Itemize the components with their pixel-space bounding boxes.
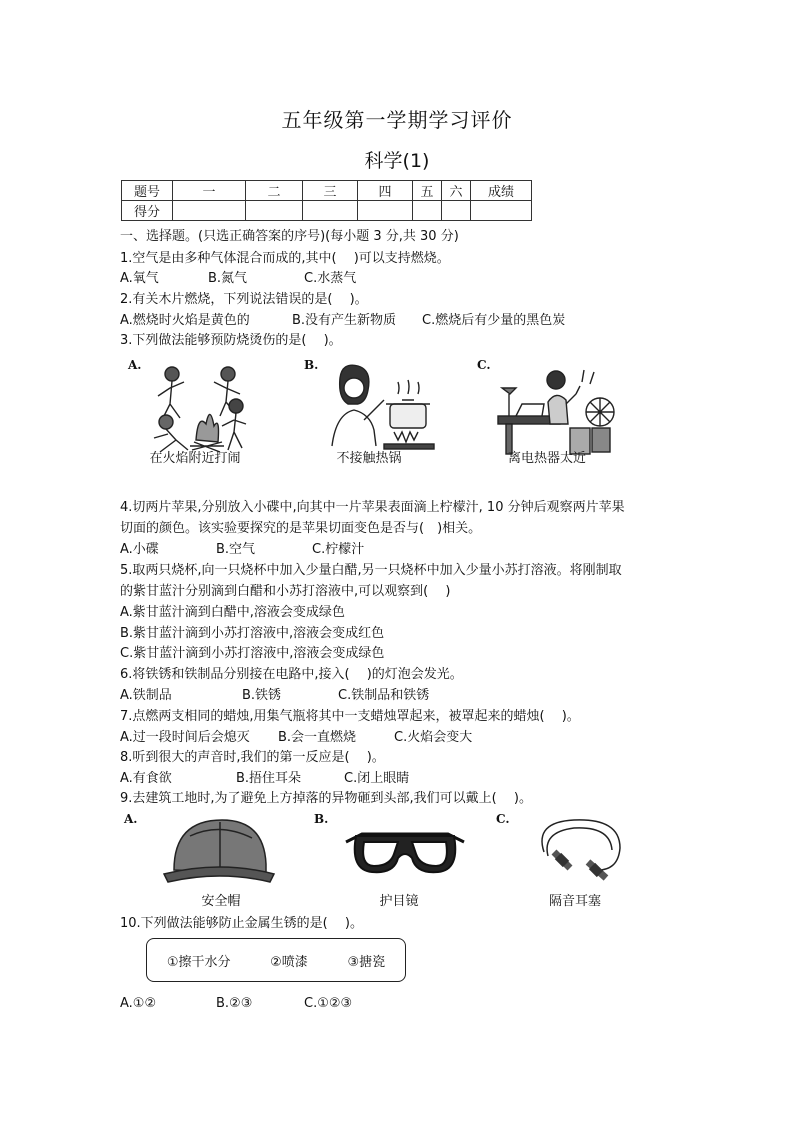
picture-letter-b: B.: [304, 358, 319, 372]
question-4-line-2: 切面的颜色。该实验要探究的是苹果切面变色是否与( )相关。: [120, 521, 482, 536]
children-playing-near-fire-illustration: [140, 360, 260, 460]
score-header-cell: 一: [173, 181, 246, 201]
method-item: ③搪瓷: [347, 954, 386, 970]
option-b[interactable]: B.②③: [216, 996, 253, 1011]
page-subtitle: 科学(1): [364, 150, 430, 172]
question-10: 10.下列做法能够防止金属生锈的是( )。: [120, 916, 363, 931]
picture-caption-c: 隔音耳塞: [548, 894, 601, 909]
score-cell[interactable]: [358, 201, 413, 221]
picture-letter-a: A.: [124, 812, 138, 826]
score-cell[interactable]: [303, 201, 358, 221]
question-1: 1.空气是由多种气体混合而成的,其中( )可以支持燃烧。: [120, 251, 450, 266]
score-header-cell: 题号: [122, 181, 173, 201]
option-b[interactable]: B.紫甘蓝汁滴到小苏打溶液中,溶液会变成红色: [120, 626, 385, 641]
question-7: 7.点燃两支相同的蜡烛,用集气瓶将其中一支蜡烛罩起来，被罩起来的蜡烛( )。: [120, 709, 580, 724]
option-c[interactable]: C.铁制品和铁锈: [338, 688, 430, 703]
option-a[interactable]: A.紫甘蓝汁滴到白醋中,溶液会变成绿色: [120, 605, 345, 620]
option-a[interactable]: A.①②: [120, 996, 157, 1011]
picture-letter-b: B.: [314, 812, 329, 826]
option-b[interactable]: B.没有产生新物质: [292, 313, 397, 328]
score-header-cell: 成绩: [471, 181, 532, 201]
score-table-header-row: [122, 181, 532, 201]
score-header-cell: 三: [303, 181, 358, 201]
option-c[interactable]: C.紫甘蓝汁滴到小苏打溶液中,溶液会变成绿色: [120, 646, 385, 661]
picture-letter-a: A.: [128, 358, 142, 372]
safety-goggles-illustration: [342, 824, 468, 880]
picture-letter-c: C.: [477, 358, 491, 372]
picture-caption-a: 在火焰附近打闹: [149, 451, 241, 466]
safety-helmet-illustration: [160, 814, 278, 890]
question-9: 9.去建筑工地时,为了避免上方掉落的异物砸到头部,我们可以戴上( )。: [120, 791, 532, 806]
option-b[interactable]: B.空气: [216, 542, 256, 557]
method-item: ②喷漆: [270, 954, 308, 970]
score-cell[interactable]: [471, 201, 532, 221]
score-header-cell: 六: [442, 181, 471, 201]
question-6: 6.将铁锈和铁制品分别接在电路中,接入( )的灯泡会发光。: [120, 667, 463, 682]
question-8: 8.听到很大的声音时,我们的第一反应是( )。: [120, 750, 385, 765]
option-a[interactable]: A.铁制品: [120, 688, 172, 703]
score-header-cell: 四: [358, 181, 413, 201]
score-table: [121, 180, 532, 221]
child-near-electric-heater-illustration: [496, 364, 632, 456]
section-heading: 一、选择题。(只选正确答案的序号)(每小题 3 分,共 30 分): [120, 229, 459, 244]
page-title: 五年级第一学期学习评价: [281, 108, 513, 132]
method-options-box: [146, 938, 406, 982]
option-c[interactable]: C.柠檬汁: [312, 542, 365, 557]
question-2: 2.有关木片燃烧，下列说法错误的是( )。: [120, 292, 368, 307]
score-cell[interactable]: [173, 201, 246, 221]
score-cell[interactable]: [442, 201, 471, 221]
question-3: 3.下列做法能够预防烧烫伤的是( )。: [120, 333, 342, 348]
option-c[interactable]: C.火焰会变大: [394, 730, 473, 745]
score-cell[interactable]: [246, 201, 303, 221]
score-row-label: 得分: [122, 201, 173, 221]
question-10-options: [120, 996, 352, 1011]
option-c[interactable]: C.燃烧后有少量的黑色炭: [422, 313, 566, 328]
method-item: ①擦干水分: [166, 954, 231, 970]
question-7-options: [120, 726, 472, 745]
option-a[interactable]: A.有食欲: [120, 771, 172, 786]
option-a[interactable]: A.小碟: [120, 542, 159, 557]
question-4-line-1: 4.切两片苹果,分别放入小碟中,向其中一片苹果表面滴上柠檬汁, 10 分钟后观察两片苹果: [120, 500, 625, 515]
question-1-options: [120, 267, 356, 286]
picture-caption-a: 安全帽: [201, 894, 241, 909]
option-b[interactable]: B.氮气: [208, 271, 248, 286]
question-4-options: [120, 538, 364, 557]
picture-caption-b: 护目镜: [379, 894, 419, 909]
option-b[interactable]: B.捂住耳朵: [236, 771, 302, 786]
question-8-options: [120, 767, 409, 786]
score-header-cell: 五: [413, 181, 442, 201]
option-c[interactable]: C.①②③: [304, 996, 353, 1011]
picture-caption-c: 离电热器太近: [507, 451, 586, 466]
option-a[interactable]: A.过一段时间后会熄灭: [120, 730, 250, 745]
option-b[interactable]: B.会一直燃烧: [278, 730, 357, 745]
picture-caption-b: 不接触热锅: [336, 451, 402, 466]
noise-cancelling-earplugs-illustration: [524, 812, 636, 888]
option-b[interactable]: B.铁锈: [242, 688, 282, 703]
option-a[interactable]: A.氧气: [120, 271, 159, 286]
question-5-line-2: 的紫甘蓝汁分别滴到白醋和小苏打溶液中,可以观察到( ): [120, 584, 451, 599]
option-c[interactable]: C.闭上眼睛: [344, 771, 410, 786]
girl-avoiding-hot-pot-illustration: [318, 360, 438, 450]
score-header-cell: 二: [246, 181, 303, 201]
option-c[interactable]: C.水蒸气: [304, 271, 357, 286]
picture-letter-c: C.: [496, 812, 510, 826]
question-2-options: [120, 309, 565, 328]
option-a[interactable]: A.燃烧时火焰是黄色的: [120, 313, 250, 328]
question-6-options: [120, 684, 429, 703]
score-cell[interactable]: [413, 201, 442, 221]
score-table-score-row: [122, 201, 532, 221]
question-5-line-1: 5.取两只烧杯,向一只烧杯中加入少量白醋,另一只烧杯中加入少量小苏打溶液。将刚制取: [120, 563, 622, 578]
